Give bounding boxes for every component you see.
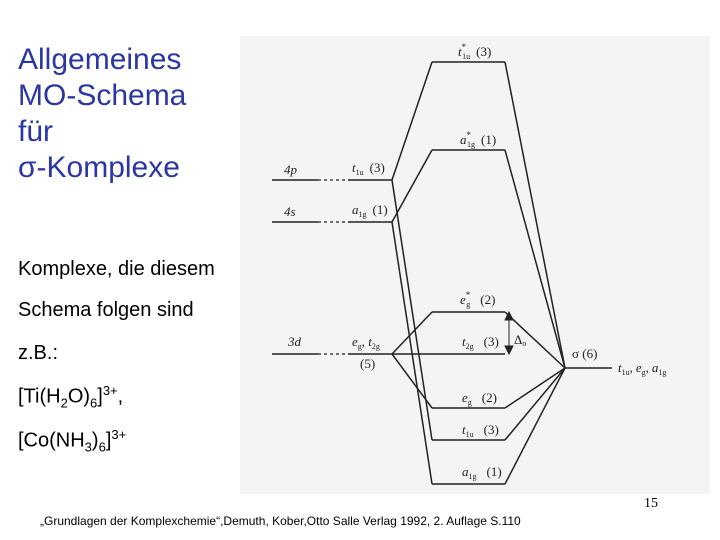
sym: a (462, 464, 469, 479)
correlation-line (505, 62, 565, 368)
sub: 1u (462, 52, 471, 61)
correlation-line (505, 368, 565, 408)
title-line: für (18, 115, 54, 148)
sub: 1g (358, 210, 367, 219)
label-delta-o (514, 332, 526, 348)
label-mo-eg-star (460, 290, 495, 309)
title-line: MO-Schema (18, 79, 187, 112)
sym: e (635, 360, 642, 375)
sub: 1g (467, 140, 475, 149)
formula-subscript: 6 (98, 439, 106, 455)
correlation-line (392, 312, 432, 354)
count: (3) (483, 334, 499, 349)
sub: 2g (465, 342, 474, 351)
label-metal-d-sym: $e_g$, $t_{2g}$ (352, 334, 380, 351)
label-4p: 4p (284, 162, 297, 177)
sub: 1u (621, 368, 630, 377)
formula-part: [Ti(H (18, 385, 61, 408)
formula-charge: 3+ (102, 383, 118, 398)
correlation-line (392, 354, 432, 408)
title-line: Allgemeines (18, 43, 182, 76)
sym: t (462, 422, 466, 437)
mo-diagram (240, 36, 710, 494)
label-metal-t1u (352, 160, 385, 177)
label-mo-t1u (462, 422, 499, 439)
sym: t (368, 334, 372, 349)
label-mo-a1g-star (460, 130, 496, 149)
formula-ti-complex (18, 383, 123, 411)
formula-part: ] (105, 429, 112, 452)
count: (2) (480, 292, 496, 307)
formula-co-complex (18, 427, 126, 455)
sub: 1u (465, 430, 474, 439)
title-line: σ-Komplexe (18, 151, 180, 184)
correlation-line (392, 222, 432, 484)
sym: t (462, 334, 466, 349)
sub: 1g (468, 472, 477, 481)
formula-subscript: 2 (60, 395, 68, 411)
delta: Δ (514, 332, 523, 347)
count: (1) (486, 464, 502, 479)
formula-part: ) (91, 429, 99, 452)
text-line-1: Komplexe, die diesem (18, 258, 215, 280)
sub: g (641, 368, 646, 377)
star: * (466, 130, 471, 140)
sym: a (651, 360, 659, 375)
comma: , (629, 360, 633, 375)
formula-subscript: 3 (84, 439, 92, 455)
sym: e (352, 334, 358, 349)
delta-arrow (505, 312, 513, 354)
slide-title (18, 42, 248, 186)
sub: 1g (658, 368, 667, 377)
sym: t (458, 44, 462, 59)
comma: , (645, 360, 649, 375)
correlation-line (505, 368, 565, 484)
sym: a (352, 202, 359, 217)
formula-subscript: 6 (90, 395, 98, 411)
page-number: 15 (644, 496, 658, 511)
formula-charge: 3+ (111, 427, 127, 442)
label-mo-t1u-star (458, 42, 491, 61)
label-mo-t2g (462, 334, 499, 351)
label-3d: 3d (288, 334, 301, 349)
count: (1) (372, 202, 388, 217)
correlation-line (505, 368, 565, 440)
sym: t (352, 160, 356, 175)
citation: „Grundlagen der Komplexchemie“,Demuth, Kober,Otto Salle Verlag 1992, 2. Auflage S.110 (40, 514, 521, 528)
formula-part: ] (97, 385, 103, 408)
star: * (461, 42, 467, 52)
sub: g (357, 342, 362, 351)
sub: g (467, 398, 472, 407)
sym: e (462, 390, 468, 405)
label-ligand-sigma: σ (6) (572, 346, 598, 361)
star: * (465, 290, 471, 300)
formula-part: , (117, 385, 124, 408)
label-mo-a1g (462, 464, 502, 481)
text-line-3: z.B.: (18, 342, 59, 364)
label-metal-d-count: (5) (360, 356, 376, 371)
count: (3) (476, 44, 492, 59)
label-ligand-symmetries (618, 360, 666, 377)
sym: a (460, 132, 467, 147)
sym: e (460, 292, 466, 307)
sub: g (466, 300, 471, 309)
text-line-2: Schema folgen sind (18, 299, 194, 321)
count: (3) (483, 422, 499, 437)
sub: o (522, 339, 527, 348)
label-mo-eg (462, 390, 497, 407)
sym: t (618, 360, 622, 375)
label-metal-a1g (352, 202, 388, 219)
sub: 1u (355, 168, 364, 177)
count: (1) (481, 132, 497, 147)
count: (2) (481, 390, 497, 405)
formula-part: [Co(NH (18, 429, 85, 452)
count: (3) (369, 160, 385, 175)
label-4s: 4s (284, 204, 296, 219)
sub: 2g (371, 342, 380, 351)
formula-part: O) (67, 385, 91, 408)
